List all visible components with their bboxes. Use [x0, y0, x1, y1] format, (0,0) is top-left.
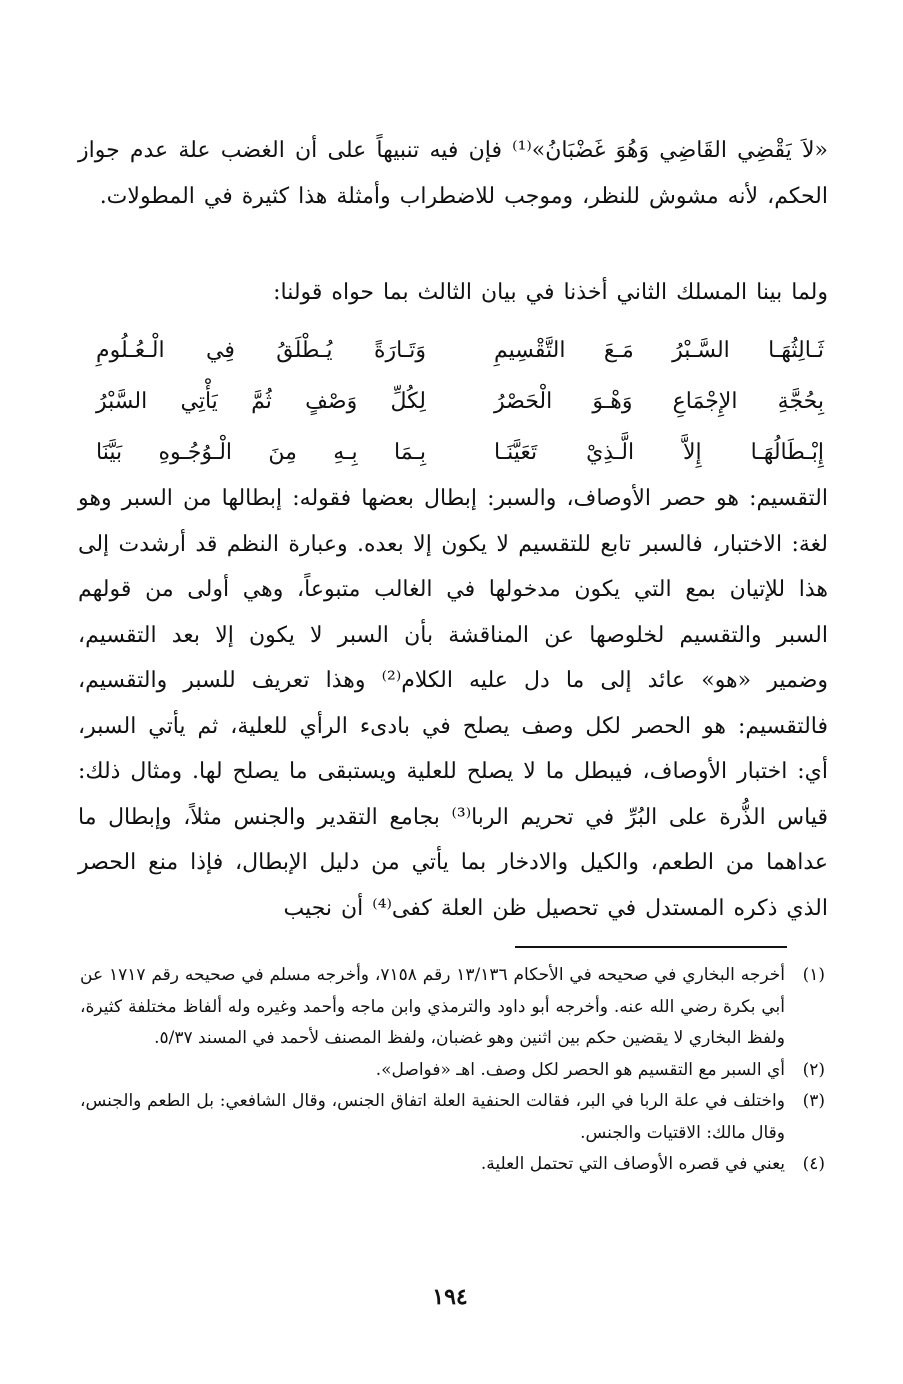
page-number: ١٩٤	[432, 1284, 468, 1310]
poem-verses	[96, 325, 824, 478]
verse-hemistich-first: وَتَـارَةً يُـطْلَقُ فِي الْـعُـلُومِ	[96, 338, 426, 363]
footnote-number: (١)	[802, 965, 825, 985]
footnote-number: (٣)	[802, 1091, 825, 1111]
footnote-text: يعني في قصره الأوصاف التي تحتمل العلية.	[480, 1154, 785, 1174]
paragraph-3: التقسيم: هو حصر الأوصاف، والسبر: إبطال بعضها فقوله: إبطالها من السبر وهو لغة: الاختبار، فالسبر تابع للتقسيم لا يكون إلا بعده. وعبارة النظم قد أرشدت إلى هذا للإتيان بمع التي يكون مدخولها في الغالب متبوعاً، وهي أولى من قولهم السبر والتقسيم لخلوصها عن المناقشة بأن السبر لا يكون إلا بعد التقسيم، وضمير «هو» عائد إلى ما دل عليه الكلام⁽²⁾ وهذا تعريف للسبر والتقسيم، فالتقسيم: هو الحصر لكل وصف يصلح في بادىء الرأي للعلية، ثم يأتي السبر، أي: اختبار الأوصاف، فيبطل ما لا يصلح للعلية ويستبقى ما يصلح لها. ومثال ذلك: قياس الذُّرة على البُرِّ في تحريم الربا⁽³⁾ بجامع التقدير والجنس مثلاً، وإبطال ما عداهما من الطعم، والكيل والادخار بما يأتي من دليل الإبطال، فإذا منع الحصر الذي ذكره المستدل في تحصيل ظن العلة كفى⁽⁴⁾ أن نجيب	[78, 486, 829, 921]
footnote-text: واختلف في علة الربا في البر، فقالت الحنفية العلة اتفاق الجنس، وقال الشافعي: بل الطعم والجنس، وقال مالك: الاقتيات والجنس.	[80, 1091, 785, 1143]
paragraph-1: «لاَ يَقْضِي القَاضِي وَهُوَ غَضْبَانُ»⁽¹⁾ فإن فيه تنبيهاً على أن الغضب علة عدم جواز الحكم، لأنه مشوش للنظر، وموجب للاضطراب وأمثلة هذا كثيرة في المطولات.	[78, 138, 828, 209]
footnote-number: (٤)	[802, 1154, 825, 1174]
poem-verse	[96, 427, 824, 478]
paragraph-2: ولما بينا المسلك الثاني أخذنا في بيان الثالث بما حواه قولنا:	[273, 280, 828, 305]
verse-hemistich-second: إِبْـطَالُهَـا إِلاَّ الَّـذِيْ تَعَيَّنَـا	[494, 440, 824, 465]
footnote-text: أي السبر مع التقسيم هو الحصر لكل وصف. اهـ «فواصل».	[375, 1059, 785, 1080]
footnote-text: أخرجه البخاري في صحيحه في الأحكام ١٣/١٣٦ رقم ٧١٥٨، وأخرجه مسلم في صحيحه رقم ١٧١٧ عن أبي بكرة رضي الله عنه. وأخرجه أبو داود والترمذي وابن ماجه وأحمد وغيره وله ألفاظ مختلفة كثيرة، ولفظ البخاري لا يقضين حكم بين اثنين وهو غضبان، ولفظ المصنف لأحمد في المسند ٥/٣٧.	[80, 965, 785, 1048]
footnote	[80, 1149, 825, 1181]
footnote	[80, 1086, 825, 1149]
footnote	[80, 1055, 825, 1087]
verse-hemistich-first: لِكُلِّ وَصْفٍ ثُمَّ يَأْتِي السَّبْرُ	[96, 389, 426, 414]
footnote	[80, 960, 825, 1055]
verse-hemistich-second: بِحُجَّةِ الإِجْمَاعِ وَهْـوَ الْحَصْرُ	[494, 389, 824, 414]
verse-hemistich-first: بِـمَا بِـهِ مِنَ الْـوُجُـوهِ بَيَّنَا	[96, 440, 426, 465]
footnote-separator	[515, 946, 787, 948]
verse-hemistich-second: ثَـالِثُهَـا السَّـبْرُ مَـعَ التَّقْسِيمِ	[494, 338, 824, 363]
footnotes	[80, 960, 825, 1181]
poem-verse	[96, 376, 824, 427]
footnote-number: (٢)	[802, 1059, 825, 1080]
poem-verse	[96, 325, 824, 376]
